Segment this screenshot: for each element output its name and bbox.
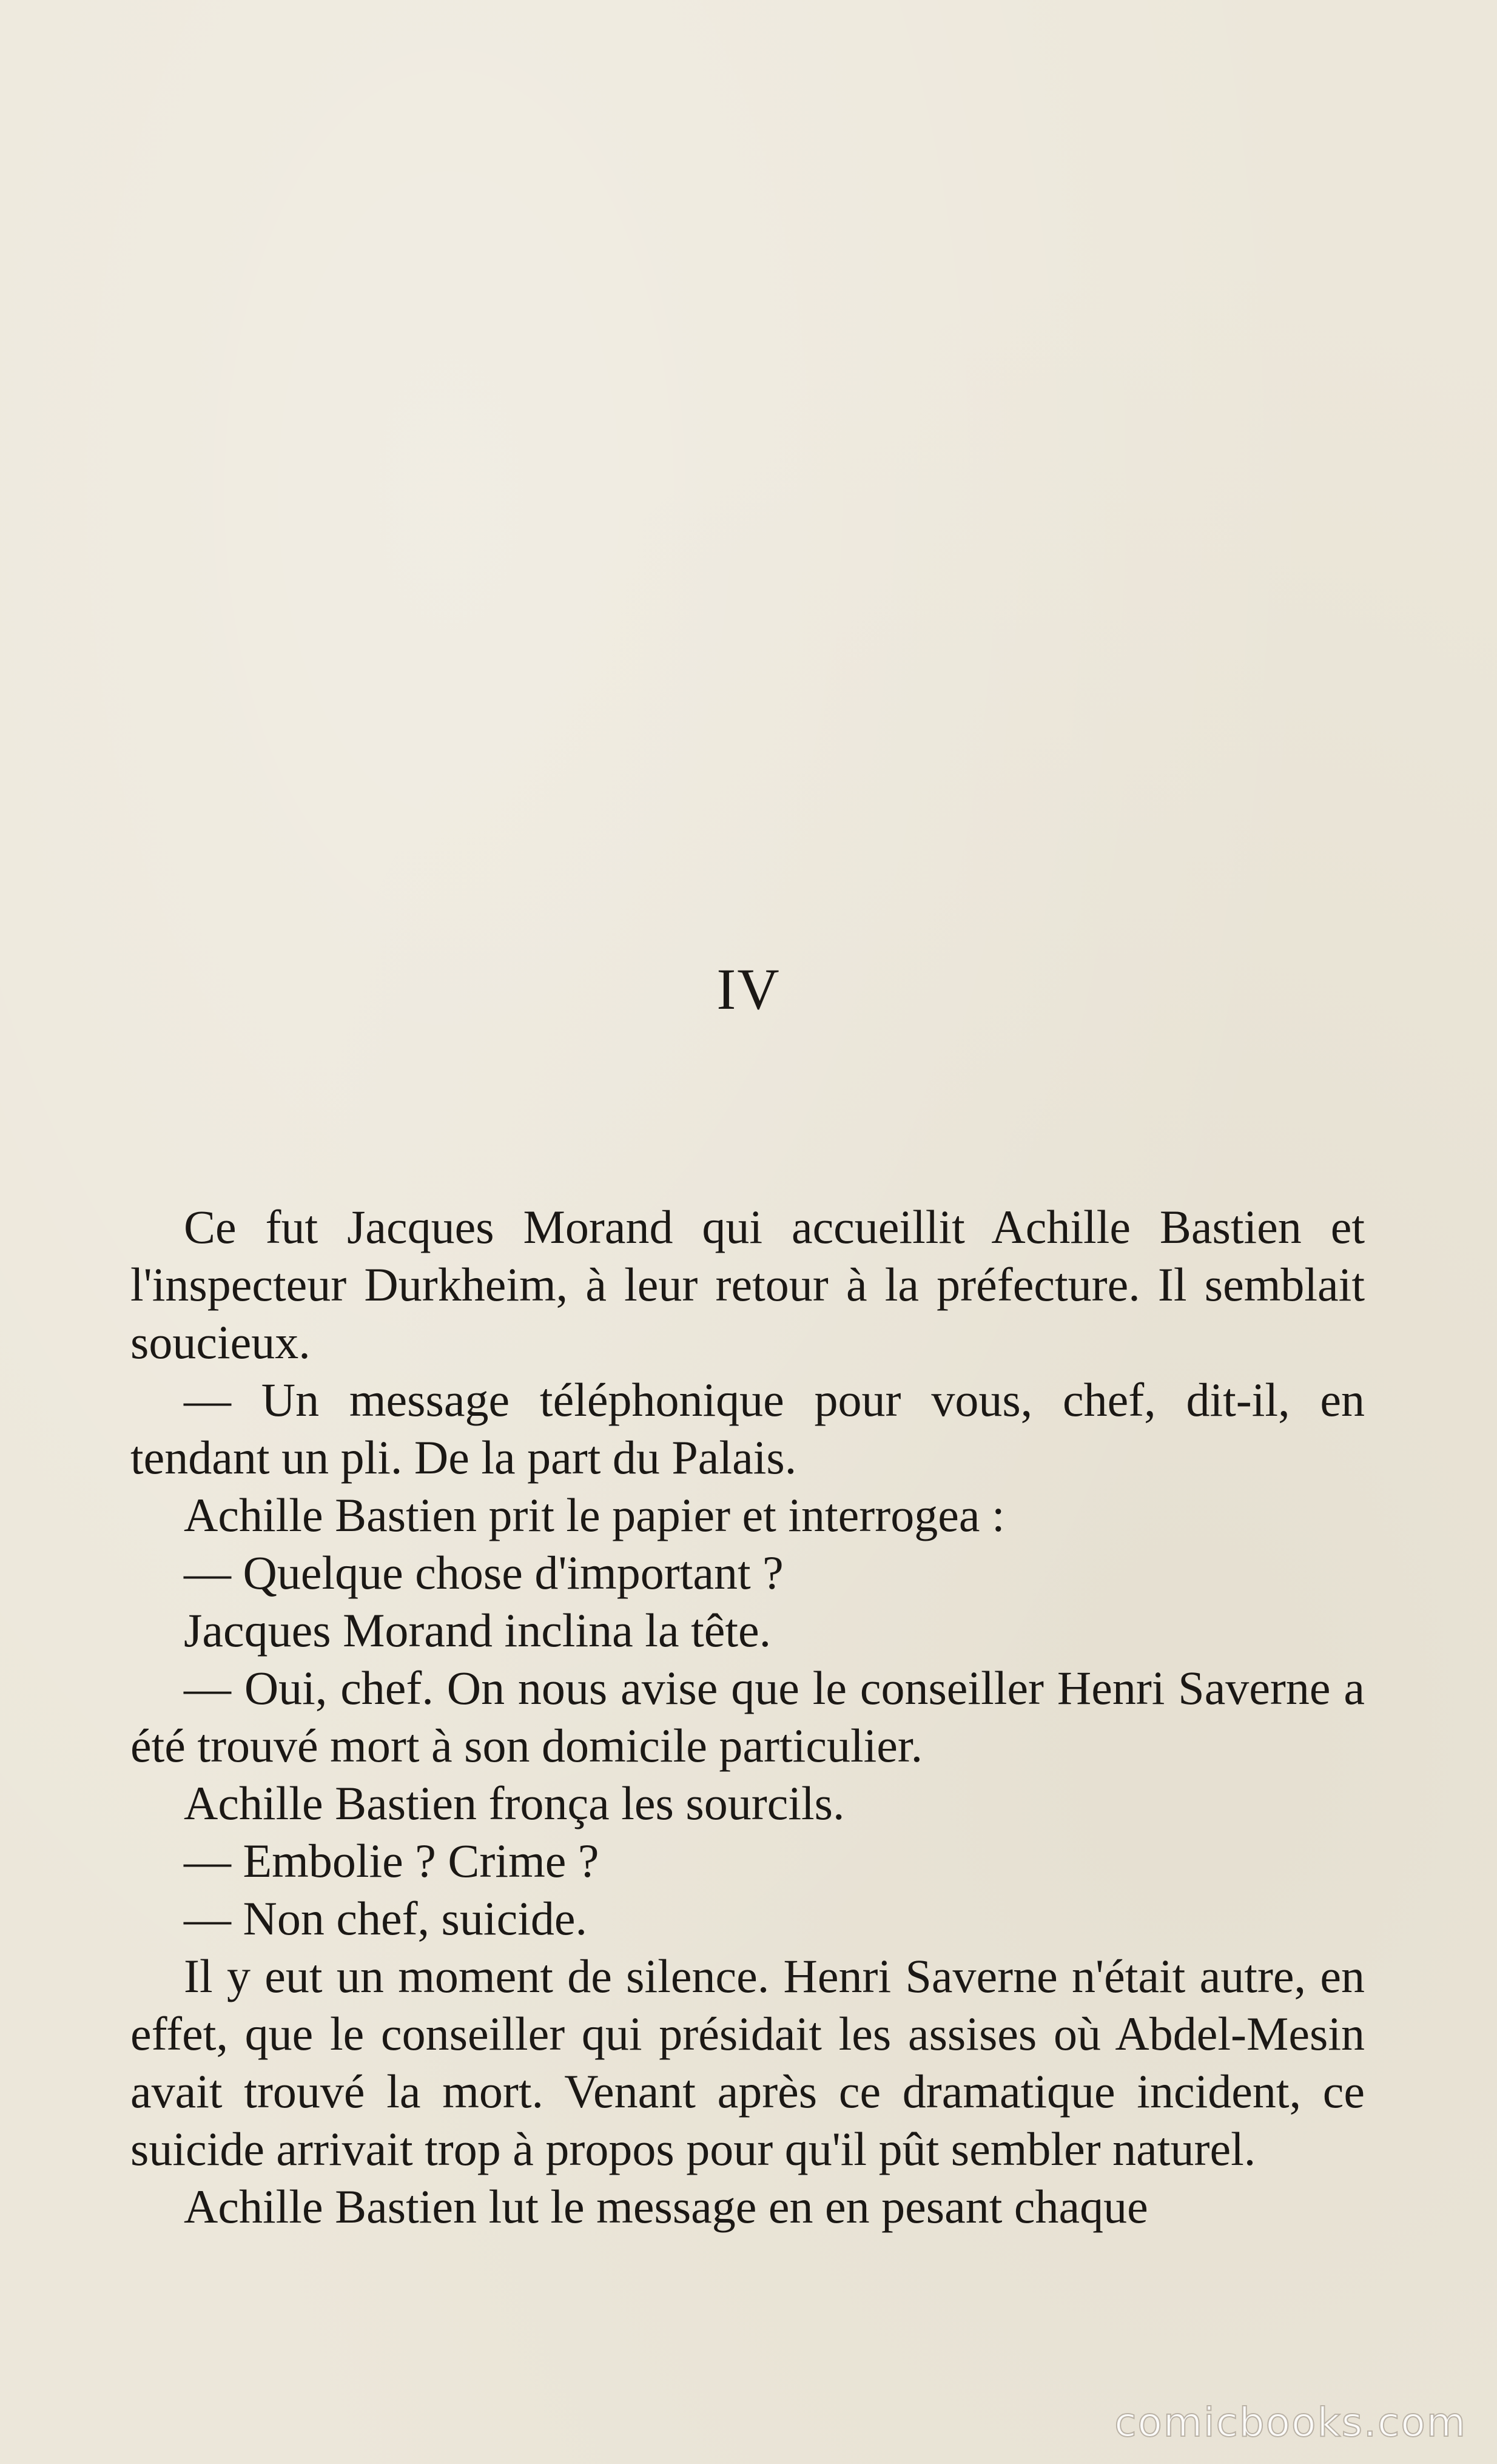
- paragraph: — Non chef, suicide.: [184, 1892, 587, 1945]
- paragraph: Achille Bastien prit le papier et interrogea :: [184, 1489, 1005, 1541]
- paragraph: Ce fut Jacques Morand qui accueillit Achille Bastien et l'inspecteur Durkheim, à leur retour à la préfecture. Il semblait soucieux.: [130, 1200, 1365, 1368]
- paragraph: Achille Bastien fronça les sourcils.: [184, 1777, 845, 1829]
- paragraph: Achille Bastien lut le message en en pesant chaque: [184, 2180, 1148, 2233]
- paragraph: — Quelque chose d'important ?: [184, 1546, 784, 1599]
- chapter-number: IV: [716, 957, 781, 1022]
- paragraph: — Un message téléphonique pour vous, chef, dit-il, en tendant un pli. De la part du Palais.: [130, 1373, 1365, 1484]
- paragraph: Jacques Morand inclina la tête.: [184, 1604, 772, 1657]
- body-text: [130, 1198, 1365, 2235]
- watermark: comicbooks.com: [1114, 2399, 1467, 2446]
- paragraph: Il y eut un moment de silence. Henri Saverne n'était autre, en effet, que le conseiller qui présidait les assises où Abdel-Mesin avait trouvé la mort. Venant après ce dramatique incident, ce suicide arrivait trop à propos pour qu'il pût sembler naturel.: [130, 1950, 1365, 2175]
- paragraph: — Embolie ? Crime ?: [184, 1834, 599, 1887]
- paragraph: — Oui, chef. On nous avise que le conseiller Henri Saverne a été trouvé mort à son domicile particulier.: [130, 1661, 1365, 1772]
